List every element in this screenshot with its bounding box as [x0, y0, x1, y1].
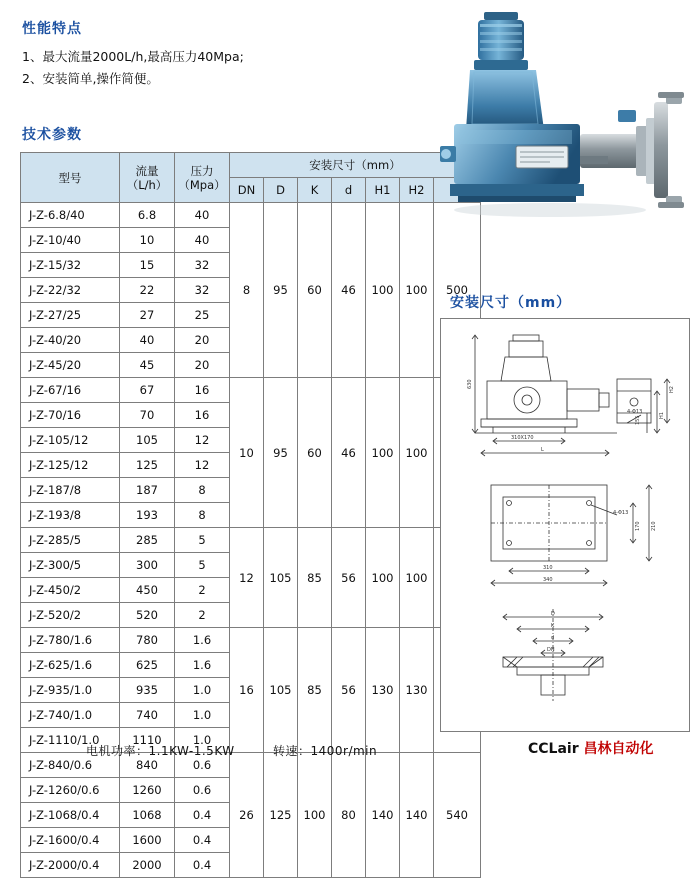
label-155: 155 [635, 415, 641, 425]
cell-model: J-Z-2000/0.4 [21, 853, 120, 878]
label-flange-K: K [551, 623, 555, 629]
cell-flow: 125 [120, 453, 175, 478]
label-holes-top: 4-Φ13 [627, 409, 643, 415]
label-340: 340 [543, 577, 553, 583]
cell-model: J-Z-520/2 [21, 603, 120, 628]
cell-flow: 40 [120, 328, 175, 353]
cell-model: J-Z-840/0.6 [21, 753, 120, 778]
cell-k: 85 [298, 528, 332, 628]
label-h2: H2 [669, 386, 675, 393]
cell-model: J-Z-6.8/40 [21, 203, 120, 228]
cell-pressure: 32 [175, 253, 230, 278]
cell-h2: 130 [400, 628, 434, 753]
cell-model: J-Z-1068/0.4 [21, 803, 120, 828]
cell-flow: 2000 [120, 853, 175, 878]
footer-note [86, 742, 411, 759]
dimension-drawing-box [440, 318, 690, 732]
performance-item-1: 1、最大流量2000L/h,最高压力40Mpa; [22, 49, 244, 64]
cell-k: 100 [298, 753, 332, 878]
cell-d: 105 [264, 528, 298, 628]
cell-model: J-Z-67/16 [21, 378, 120, 403]
table-row [21, 528, 481, 553]
header-h1: H1 [366, 178, 400, 203]
cell-flow: 1068 [120, 803, 175, 828]
cell-flow: 105 [120, 428, 175, 453]
label-flange-DN: DN [547, 647, 555, 653]
cell-model: J-Z-10/40 [21, 228, 120, 253]
cell-pressure: 5 [175, 553, 230, 578]
motor-power-label: 电机功率：1.1KW-1.5KW [86, 744, 235, 758]
cell-flow: 935 [120, 678, 175, 703]
performance-title: 性能特点 [22, 21, 82, 37]
cell-pressure: 1.0 [175, 678, 230, 703]
cell-l: 540 [434, 753, 481, 878]
header-dn: DN [230, 178, 264, 203]
cell-flow: 45 [120, 353, 175, 378]
cell-flow: 27 [120, 303, 175, 328]
header-d-small: d [332, 178, 366, 203]
cell-k: 60 [298, 378, 332, 528]
dimension-drawing [441, 319, 687, 729]
cell-model: J-Z-1260/0.6 [21, 778, 120, 803]
label-310: 310 [543, 565, 553, 571]
cell-pressure: 1.6 [175, 653, 230, 678]
cell-pressure: 2 [175, 603, 230, 628]
performance-list [22, 46, 244, 90]
cell-pressure: 8 [175, 503, 230, 528]
spec-table [20, 152, 481, 878]
cell-model: J-Z-625/1.6 [21, 653, 120, 678]
cell-h2: 100 [400, 203, 434, 378]
cell-model: J-Z-1600/0.4 [21, 828, 120, 853]
header-d: D [264, 178, 298, 203]
product-photo [440, 6, 688, 276]
cell-flow: 520 [120, 603, 175, 628]
label-170: 170 [635, 521, 641, 531]
cell-pressure: 16 [175, 378, 230, 403]
cell-d-small: 56 [332, 628, 366, 753]
cell-dn: 12 [230, 528, 264, 628]
cell-flow: 780 [120, 628, 175, 653]
label-310x170: 310X170 [511, 435, 534, 441]
cell-d: 95 [264, 203, 298, 378]
cell-h2: 100 [400, 528, 434, 628]
cell-flow: 1600 [120, 828, 175, 853]
label-flange-D: D [551, 611, 555, 617]
table-row [21, 203, 481, 228]
spec-table-head [21, 153, 481, 203]
table-header-row-1 [21, 153, 481, 178]
brand-cn: 昌林自动化 [583, 741, 654, 757]
cell-model: J-Z-780/1.6 [21, 628, 120, 653]
cell-model: J-Z-450/2 [21, 578, 120, 603]
cell-flow: 70 [120, 403, 175, 428]
spec-table-body [21, 203, 481, 878]
cell-d: 95 [264, 378, 298, 528]
cell-model: J-Z-935/1.0 [21, 678, 120, 703]
cell-pressure: 12 [175, 428, 230, 453]
cell-model: J-Z-15/32 [21, 253, 120, 278]
cell-pressure: 1.6 [175, 628, 230, 653]
cell-pressure: 5 [175, 528, 230, 553]
cell-model: J-Z-193/8 [21, 503, 120, 528]
cell-pressure: 2 [175, 578, 230, 603]
cell-model: J-Z-1110/1.0 [21, 728, 120, 753]
cell-flow: 67 [120, 378, 175, 403]
cell-flow: 300 [120, 553, 175, 578]
label-L: L [541, 447, 544, 453]
cell-model: J-Z-740/1.0 [21, 703, 120, 728]
cell-flow: 625 [120, 653, 175, 678]
cell-flow: 6.8 [120, 203, 175, 228]
cell-model: J-Z-70/16 [21, 403, 120, 428]
label-holes-mid: 4-Φ13 [613, 510, 629, 516]
table-row [21, 378, 481, 403]
cell-pressure: 0.4 [175, 828, 230, 853]
cell-flow: 840 [120, 753, 175, 778]
cell-model: J-Z-45/20 [21, 353, 120, 378]
label-flange-d: d [551, 635, 555, 641]
cell-pressure: 8 [175, 478, 230, 503]
cell-h1: 140 [366, 753, 400, 878]
cell-model: J-Z-40/20 [21, 328, 120, 353]
cell-l: 500 [434, 203, 481, 378]
cell-pressure: 0.6 [175, 778, 230, 803]
cell-model: J-Z-125/12 [21, 453, 120, 478]
cell-k: 60 [298, 203, 332, 378]
cell-pressure: 1.0 [175, 728, 230, 753]
cell-model: J-Z-27/25 [21, 303, 120, 328]
header-pressure: 压力 （Mpa） [175, 153, 230, 203]
cell-d-small: 46 [332, 203, 366, 378]
cell-h2: 140 [400, 753, 434, 878]
cell-k: 85 [298, 628, 332, 753]
cell-pressure: 40 [175, 203, 230, 228]
cell-pressure: 20 [175, 328, 230, 353]
label-210: 210 [651, 521, 657, 531]
cell-h1: 100 [366, 528, 400, 628]
header-model: 型号 [21, 153, 120, 203]
cell-d-small: 46 [332, 378, 366, 528]
header-k: K [298, 178, 332, 203]
cell-model: J-Z-105/12 [21, 428, 120, 453]
table-row [21, 628, 481, 653]
cell-pressure: 16 [175, 403, 230, 428]
cell-pressure: 12 [175, 453, 230, 478]
speed-label: 转速：1400r/min [272, 744, 378, 758]
label-h1: H1 [659, 412, 665, 419]
cell-flow: 1110 [120, 728, 175, 753]
cell-flow: 1260 [120, 778, 175, 803]
cell-flow: 740 [120, 703, 175, 728]
header-h2: H2 [400, 178, 434, 203]
brand-logo [528, 738, 654, 758]
cell-flow: 285 [120, 528, 175, 553]
cell-flow: 22 [120, 278, 175, 303]
cell-dn: 26 [230, 753, 264, 878]
install-dimensions-title: 安装尺寸（mm） [450, 295, 572, 311]
cell-dn: 16 [230, 628, 264, 753]
cell-flow: 193 [120, 503, 175, 528]
performance-item-2: 2、安装简单,操作简便。 [22, 71, 159, 86]
cell-h1: 100 [366, 203, 400, 378]
cell-flow: 450 [120, 578, 175, 603]
header-flow: 流量 （L/h） [120, 153, 175, 203]
cell-dn: 10 [230, 378, 264, 528]
cell-pressure: 0.6 [175, 753, 230, 778]
cell-model: J-Z-285/5 [21, 528, 120, 553]
cell-model: J-Z-22/32 [21, 278, 120, 303]
cell-d-small: 56 [332, 528, 366, 628]
cell-pressure: 1.0 [175, 703, 230, 728]
cell-model: J-Z-300/5 [21, 553, 120, 578]
header-install-dims: 安装尺寸（mm） [230, 153, 481, 178]
cell-h1: 130 [366, 628, 400, 753]
brand-en: CCLair [528, 741, 579, 757]
cell-flow: 15 [120, 253, 175, 278]
cell-pressure: 0.4 [175, 853, 230, 878]
cell-flow: 187 [120, 478, 175, 503]
label-630: 630 [467, 379, 473, 389]
cell-pressure: 40 [175, 228, 230, 253]
cell-d-small: 80 [332, 753, 366, 878]
cell-h2: 100 [400, 378, 434, 528]
cell-pressure: 32 [175, 278, 230, 303]
cell-pressure: 0.4 [175, 803, 230, 828]
parameters-title: 技术参数 [22, 127, 82, 143]
cell-d: 105 [264, 628, 298, 753]
cell-pressure: 25 [175, 303, 230, 328]
pump-illustration [440, 6, 688, 276]
cell-flow: 10 [120, 228, 175, 253]
cell-model: J-Z-187/8 [21, 478, 120, 503]
cell-h1: 100 [366, 378, 400, 528]
cell-dn: 8 [230, 203, 264, 378]
cell-d: 125 [264, 753, 298, 878]
cell-pressure: 20 [175, 353, 230, 378]
